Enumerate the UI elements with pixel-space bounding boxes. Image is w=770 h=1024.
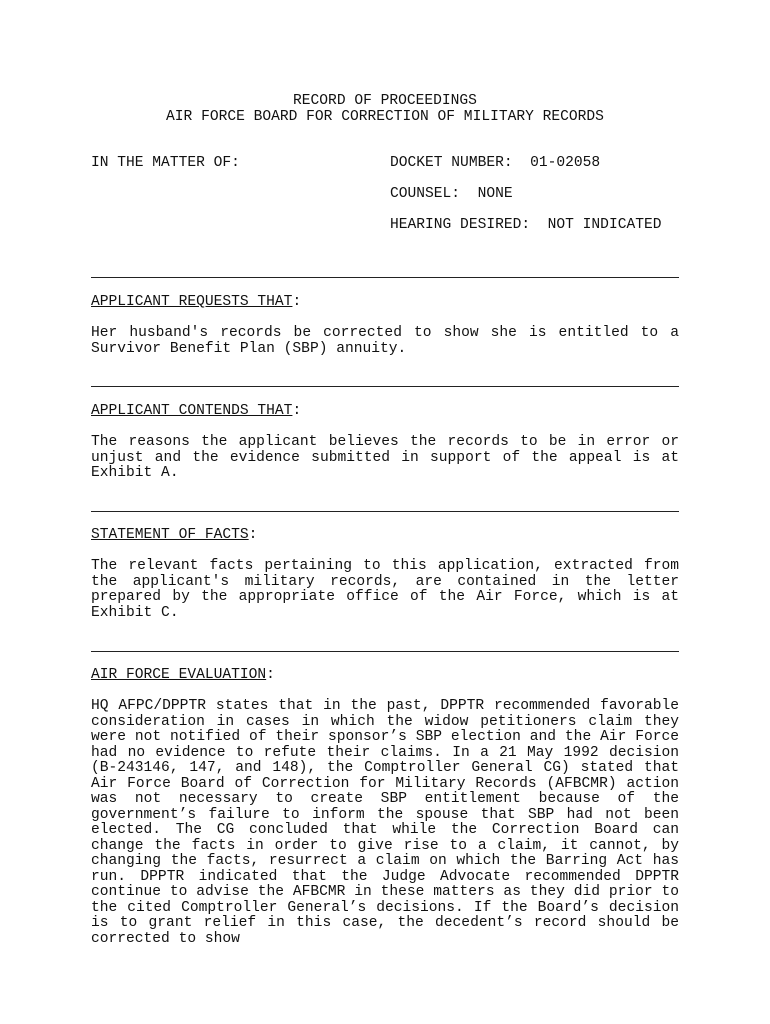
hearing-label: HEARING DESIRED: [390, 217, 531, 233]
counsel [390, 187, 513, 203]
section-text-evaluation: HQ AFPC/DPPTR states that in the past, DPPTR recommended favorable consideration in cases in which the widow petitioners claim they were not notified of their sponsor’s SBP election and the Air Force had no evidence to refute their claims. In a 21 May 1992 decision (B-243146, 147, and 148), the Comptroller General CG) stated that Air Force Board of Correction for Military Records (AFBCMR) action was not necessary to create SBP entitlement because of the government’s failure to inform the spouse that SBP had not been elected. The CG concluded that while the Correction Board can change the facts in order to give rise to a claim, it cannot, by changing the facts, resurrect a claim on which the Barring Act has run. DPPTR indicated that the Judge Advocate recommended DPPTR continue to advise the AFBCMR in these matters as they did prior to the cited Comptroller General’s decisions. If the Board’s decision is to grant relief in this case, the decedent’s record should be corrected to show [91, 698, 679, 947]
docket-value: 01-02058 [530, 155, 601, 171]
section-text-contends: The reasons the applicant believes the records to be in error or unjust and the evidence submitted in support of the appeal is at Exhibit A. [91, 434, 679, 481]
section-heading-requests: APPLICANT REQUESTS THAT: [91, 294, 302, 310]
section-heading-contends: APPLICANT CONTENDS THAT: [91, 403, 302, 419]
counsel-label: COUNSEL: [390, 186, 461, 202]
document-subtitle: AIR FORCE BOARD FOR CORRECTION OF MILITARY RECORDS [166, 109, 604, 125]
counsel-value: NONE [477, 186, 513, 202]
docket-label: DOCKET NUMBER: [390, 155, 513, 171]
section-heading-facts: STATEMENT OF FACTS: [91, 527, 258, 543]
section-text-requests: Her husband's records be corrected to show she is entitled to a Survivor Benefit Plan (SBP) annuity. [91, 325, 679, 357]
divider-rule [91, 277, 679, 278]
document-title: RECORD OF PROCEEDINGS [293, 93, 477, 109]
divider-rule [91, 511, 679, 512]
matter-label: IN THE MATTER OF: [91, 155, 240, 171]
section-heading-evaluation: AIR FORCE EVALUATION: [91, 667, 275, 683]
docket-number [390, 156, 600, 172]
divider-rule [91, 651, 679, 652]
divider-rule [91, 386, 679, 387]
hearing-value: NOT INDICATED [547, 217, 662, 233]
section-text-facts: The relevant facts pertaining to this application, extracted from the applicant's military records, are contained in the letter prepared by the appropriate office of the Air Force, which is at Exhibit C. [91, 558, 679, 621]
hearing-desired [390, 218, 662, 234]
